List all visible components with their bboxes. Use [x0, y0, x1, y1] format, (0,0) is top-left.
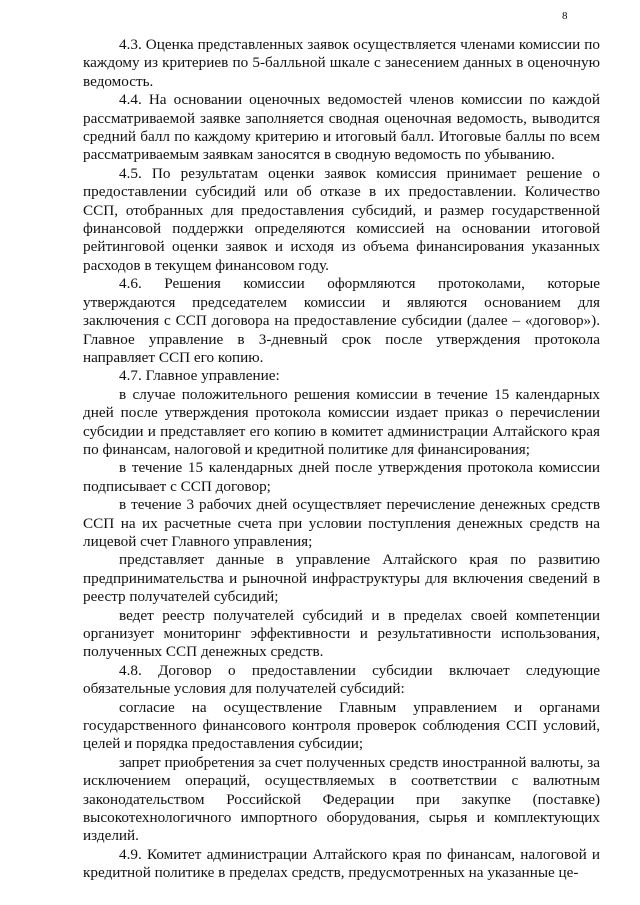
- paragraph: согласие на осуществление Главным управлением и органами государственного финансового контроля проверок соблюдения ССП условий, целей и порядка предоставления субсидии;: [83, 698, 600, 753]
- paragraph: 4.3. Оценка представленных заявок осуществляется членами комиссии по каждому из критериев по 5-балльной шкале с занесением данных в оценочную ведомость.: [83, 36, 600, 90]
- page-number: 8: [562, 10, 568, 22]
- paragraph: 4.8. Договор о предоставлении субсидии включает следующие обязательные условия для получателей субсидий:: [83, 661, 600, 698]
- document-body: [83, 36, 600, 883]
- paragraph: 4.6. Решения комиссии оформляются протоколами, которые утверждаются председателем комиссии и являются основанием для заключения с ССП договора на предоставление субсидии (далее – «договор»). Главное управление в 3-дневный срок после утверждения протокола направляет ССП его копию.: [83, 275, 600, 366]
- paragraph: в течение 3 рабочих дней осуществляет перечисление денежных средств ССП на их расчетные счета при условии поступления денежных средств на лицевой счет Главного управления;: [83, 496, 600, 550]
- paragraph: ведет реестр получателей субсидий и в пределах своей компетенции организует мониторинг эффективности и результативности использования, полученных ССП денежных средств.: [83, 606, 600, 661]
- paragraph: 4.7. Главное управление:: [119, 367, 280, 385]
- paragraph: представляет данные в управление Алтайского края по развитию предпринимательства и рыночной инфраструктуры для включения сведений в реестр получателей субсидий;: [83, 551, 600, 606]
- paragraph: запрет приобретения за счет полученных средств иностранной валюты, за исключением операций, осуществляемых в соответствии с валютным законодательством Российской Федерации при закупке (поставке) высокотехнологичного импортного оборудования, сырья и комплектующих изделий.: [83, 753, 600, 845]
- paragraph: 4.4. На основании оценочных ведомостей членов комиссии по каждой рассматриваемой заявке заполняется сводная оценочная ведомость, выводится средний балл по каждому критерию и итоговый балл. Итоговые баллы по всем рассматриваемым заявкам заносятся в сводную ведомость по убыванию.: [83, 91, 600, 164]
- paragraph: 4.5. По результатам оценки заявок комиссия принимает решение о предоставлении субсидий или об отказе в их предоставлении. Количество ССП, отобранных для предоставления субсидий, и размер государственной финансовой поддержки определяются комиссией на основании итоговой рейтинговой оценки заявок и исходя из объема финансирования указанных расходов в текущем финансовом году.: [83, 164, 600, 274]
- paragraph: в случае положительного решения комиссии в течение 15 календарных дней после утверждения протокола комиссии издает приказ о перечислении субсидии и представляет его копию в комитет администрации Алтайского края по финансам, налоговой и кредитной политике для финансирования;: [83, 385, 600, 458]
- paragraph: 4.9. Комитет администрации Алтайского края по финансам, налоговой и кредитной политике в пределах средств, предусмотренных на указанные це-: [83, 845, 600, 882]
- paragraph: в течение 15 календарных дней после утверждения протокола комиссии подписывает с ССП договор;: [83, 459, 600, 495]
